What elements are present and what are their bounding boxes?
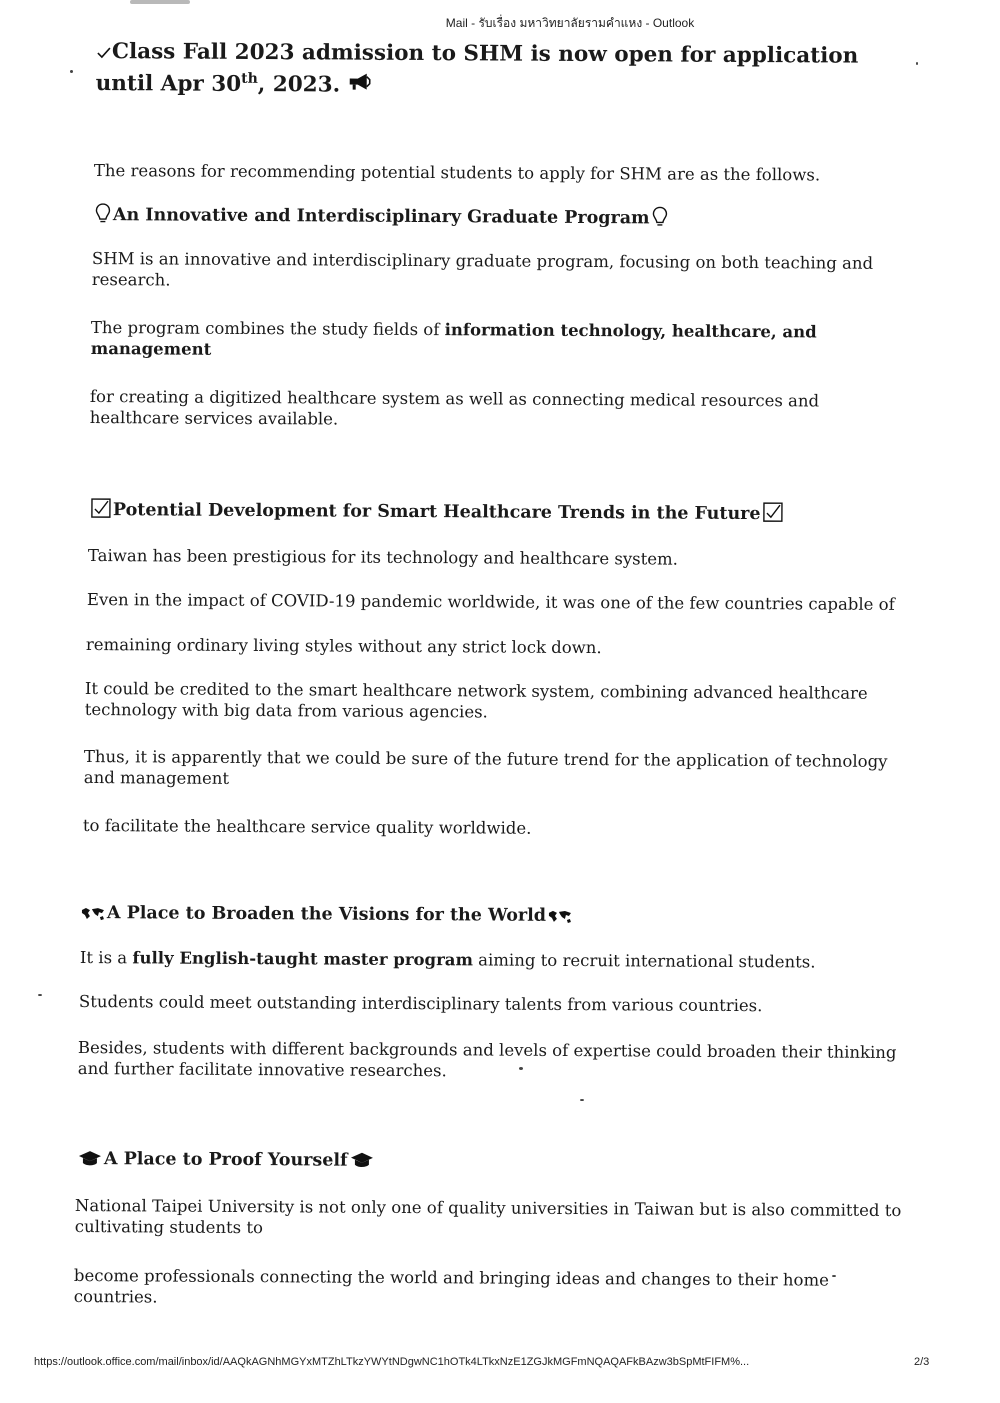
footer-url: https://outlook.office.com/mail/inbox/id/AAQkAGNhMGYxMTZhLTkzYWYtNDgwNC1hOTk4LTkxNzE1ZGJkMGFmNQAQAFkBAzw3bSpMtFIFM%... bbox=[34, 1356, 750, 1368]
scan-speck bbox=[519, 1067, 523, 1070]
section4-heading bbox=[76, 1149, 916, 1178]
section4-paragraph2: become professionals connecting the world and bringing ideas and changes to their home countries. bbox=[73, 1266, 829, 1307]
section2-paragraph5: Thus, it is apparently that we could be sure of the future trend for the application of technology and management bbox=[83, 747, 888, 788]
section3-paragraph2: Students could meet outstanding interdisciplinary talents from various countries. bbox=[78, 992, 763, 1016]
section3-program-emphasis: fully English-taught master program bbox=[132, 948, 474, 970]
section2-paragraph4: It could be credited to the smart healthcare network system, combining advanced healthcare technology with big data from various agencies. bbox=[84, 679, 868, 722]
checkmark-icon bbox=[96, 36, 112, 67]
headline-line2-prefix: until Apr 30 bbox=[95, 70, 242, 97]
intro-paragraph: The reasons for recommending potential students to apply for SHM are as the follows. bbox=[93, 160, 821, 185]
section1-heading bbox=[93, 203, 933, 234]
scan-speck bbox=[70, 70, 73, 73]
megaphone-icon bbox=[348, 70, 372, 101]
footer-page-number: 2/3 bbox=[914, 1356, 930, 1368]
section3-heading-text: A Place to Broaden the Visions for the World bbox=[106, 903, 547, 926]
world-map-icon bbox=[548, 909, 572, 930]
section1-fields-emphasis: information technology, healthcare, and management bbox=[90, 320, 817, 359]
lightbulb-icon bbox=[95, 203, 111, 229]
section1-heading-text: An Innovative and Interdisciplinary Graduate Program bbox=[112, 205, 650, 229]
browser-print-footer bbox=[34, 1356, 954, 1368]
section1-paragraph3: for creating a digitized healthcare system as well as connecting medical resources and healthcare services available. bbox=[89, 386, 820, 429]
section1-paragraph2-text: The program combines the study fields of bbox=[90, 317, 445, 340]
section2-paragraph3: remaining ordinary living styles without any strict lock down. bbox=[85, 635, 602, 658]
section3-paragraph3: Besides, students with different backgrounds and levels of expertise could broaden their thinking and further facilitate innovative researches. bbox=[77, 1038, 897, 1081]
headline-line1: Class Fall 2023 admission to SHM is now open for application bbox=[111, 39, 859, 69]
section2-paragraph6: to facilitate the healthcare service quality worldwide. bbox=[82, 816, 532, 838]
section4-paragraph1: National Taipei University is not only one of quality universities in Taiwan but is also committed to cultivating students to bbox=[74, 1196, 902, 1238]
section3-paragraph1-prefix: It is a bbox=[79, 948, 133, 968]
headline-sup: th bbox=[241, 70, 258, 87]
section1-paragraph2 bbox=[91, 317, 891, 364]
section2-paragraph1: Taiwan has been prestigious for its technology and healthcare system. bbox=[87, 546, 679, 569]
admission-headline bbox=[96, 36, 876, 104]
section3-paragraph1-suffix: aiming to recruit international students. bbox=[472, 950, 816, 972]
scan-speck bbox=[38, 994, 42, 996]
lightbulb-icon bbox=[652, 206, 668, 232]
checkbox-icon bbox=[91, 498, 111, 524]
section1-paragraph1: SHM is an innovative and interdisciplinary graduate program, focusing on both teaching and research. bbox=[91, 248, 874, 290]
browser-print-header: Mail - รับเรื่อง มหาวิทยาลัยรามคำแหง - Outlook bbox=[445, 16, 695, 30]
scan-artifact bbox=[130, 0, 190, 4]
checkbox-icon bbox=[762, 502, 782, 528]
section3-paragraph1 bbox=[80, 947, 920, 973]
world-map-icon bbox=[81, 906, 105, 927]
headline-line2-suffix: , 2023. bbox=[257, 71, 341, 97]
scan-speck bbox=[832, 1275, 836, 1277]
section4-heading-text: A Place to Proof Yourself bbox=[103, 1149, 348, 1171]
scan-speck bbox=[580, 1099, 584, 1101]
scan-speck bbox=[916, 62, 918, 65]
section2-paragraph2: Even in the impact of COVID-19 pandemic worldwide, it was one of the few countries capable of bbox=[86, 590, 895, 614]
section2-heading bbox=[89, 498, 949, 529]
section3-heading bbox=[79, 903, 919, 932]
graduation-cap-icon bbox=[350, 1151, 374, 1175]
graduation-cap-icon bbox=[78, 1149, 102, 1173]
section2-heading-text: Potential Development for Smart Healthcare Trends in the Future bbox=[112, 500, 761, 525]
